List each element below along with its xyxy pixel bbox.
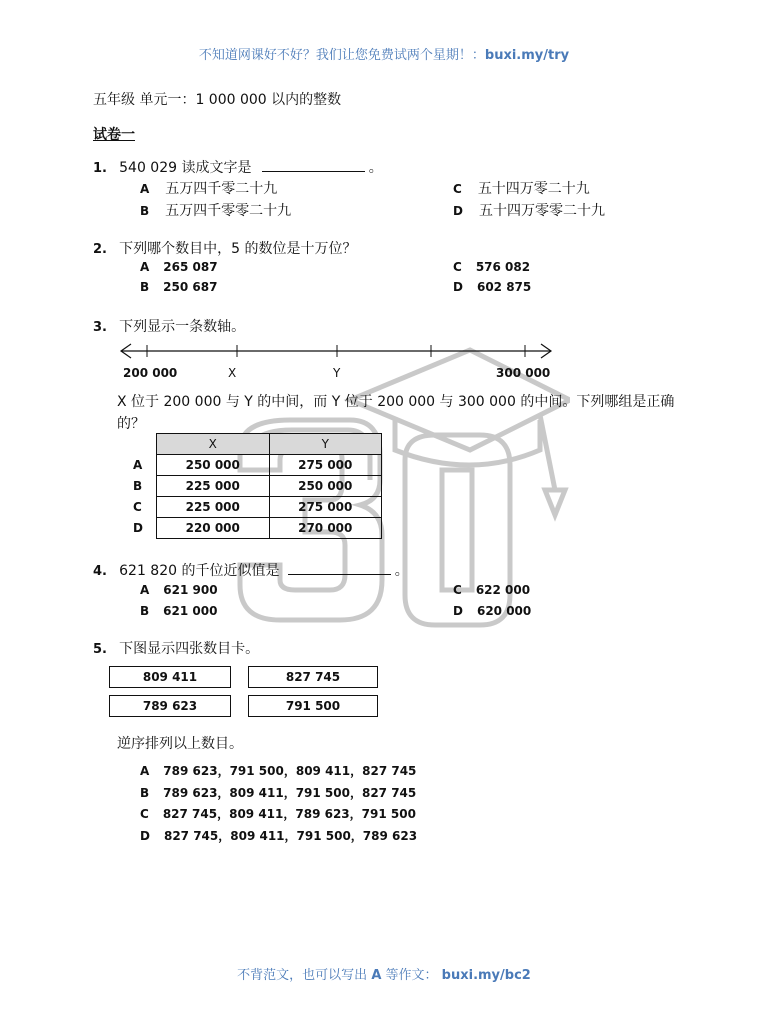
table-row [157, 497, 382, 518]
number-card: 827 745 [248, 666, 378, 688]
question-text: 下列哪个数目中，5 的数位是十万位？ [119, 241, 357, 257]
option-b [140, 604, 217, 619]
option-c [453, 178, 590, 198]
cell-y: 275 000 [269, 455, 382, 476]
option-letter: D [453, 604, 463, 618]
cell-x: 250 000 [157, 455, 270, 476]
option-letter: C [453, 583, 462, 597]
number-card: 789 623 [109, 695, 231, 717]
question-text: 下列显示一条数轴。 [119, 319, 246, 335]
cell-x: 220 000 [157, 518, 270, 539]
option-letter: A [140, 583, 150, 597]
option-letter: A [140, 182, 150, 196]
number-line [115, 340, 560, 362]
question-number: 2. [93, 242, 107, 257]
header-promo [0, 44, 768, 63]
option-text: 827 745，809 411，791 500，789 623 [163, 829, 418, 843]
option-b [140, 784, 416, 801]
question-end: 。 [368, 160, 383, 176]
answer-blank [288, 560, 391, 575]
question-number: 1. [93, 161, 107, 176]
axis-label-300000: 300 000 [496, 366, 551, 380]
axis-label-y: Y [333, 366, 341, 380]
option-text: 621 000 [163, 604, 218, 618]
page-title: 五年级 单元一：1 000 000 以内的整数 [93, 92, 342, 108]
option-text: 602 875 [476, 280, 532, 294]
option-letter: A [140, 764, 150, 778]
question-1 [93, 157, 383, 177]
option-letter: C [453, 260, 462, 274]
option-d [453, 200, 605, 220]
row-letter: B [133, 479, 143, 493]
header-promo-text: 不知道网课好不好？我们让您免费试两个星期！： [198, 48, 485, 63]
question-2 [93, 238, 356, 258]
paper-title: 试卷一 [93, 127, 135, 143]
answer-blank [262, 157, 365, 172]
option-text: 五十四万零二十九 [477, 181, 590, 197]
question-end: 。 [394, 563, 409, 579]
cell-y: 270 000 [269, 518, 382, 539]
axis-label-x: X [228, 366, 237, 380]
option-text: 576 082 [475, 260, 531, 274]
answer-letters [133, 455, 143, 539]
option-text: 五万四千零零二十九 [165, 203, 292, 219]
question-number: 3. [93, 320, 107, 335]
option-text: 265 087 [163, 260, 218, 274]
row-letter: A [133, 458, 143, 472]
header-promo-link[interactable]: buxi.my/try [484, 48, 570, 63]
header-y: Y [269, 434, 382, 455]
option-letter: B [140, 280, 150, 294]
option-letter: B [140, 604, 150, 618]
question-text: 540 029 读成文字是 [119, 160, 252, 176]
question-number: 5. [93, 642, 107, 657]
number-card: 791 500 [248, 695, 378, 717]
option-a [140, 178, 277, 198]
option-text: 五万四千零二十九 [165, 181, 278, 197]
option-a [140, 583, 218, 598]
cell-x: 225 000 [157, 497, 270, 518]
option-b [140, 200, 291, 220]
row-letter: C [133, 500, 142, 514]
table-row [157, 518, 382, 539]
cell-x: 225 000 [157, 476, 270, 497]
option-d [453, 280, 531, 295]
option-c [453, 260, 530, 275]
option-text: 622 000 [475, 583, 531, 597]
option-letter: B [140, 204, 150, 218]
question-3 [93, 316, 245, 336]
cell-y: 275 000 [269, 497, 382, 518]
option-text: 620 000 [476, 604, 532, 618]
footer-promo [0, 964, 768, 983]
number-card: 809 411 [109, 666, 231, 688]
option-c [140, 805, 416, 822]
question-text: 621 820 的千位近似值是 [119, 563, 280, 579]
option-letter: C [453, 182, 462, 196]
question-4 [93, 560, 409, 580]
footer-promo-link[interactable]: buxi.my/bc2 [441, 968, 531, 983]
question-instruction: 逆序排列以上数目。 [117, 736, 243, 752]
option-letter: D [140, 829, 150, 843]
footer-grade: A [371, 968, 382, 983]
answer-table [156, 433, 382, 539]
option-text: 789 623，809 411，791 500，827 745 [163, 786, 417, 800]
option-text: 789 623，791 500，809 411，827 745 [163, 764, 417, 778]
option-letter: D [453, 280, 463, 294]
option-text: 250 687 [163, 280, 218, 294]
option-letter: D [453, 204, 463, 218]
option-text: 827 745，809 411，789 623，791 500 [162, 807, 416, 821]
header-x: X [157, 434, 270, 455]
table-row [157, 455, 382, 476]
option-b [140, 280, 217, 295]
question-5 [93, 638, 259, 658]
axis-label-200000: 200 000 [123, 366, 178, 380]
question-description-cont: 的？ [117, 416, 145, 432]
row-letter: D [133, 521, 143, 535]
question-description: X 位于 200 000 与 Y 的中间，而 Y 位于 200 000 与 300 000 的中间。下列哪组是正确 [117, 394, 675, 410]
option-text: 621 900 [163, 583, 218, 597]
option-letter: C [140, 807, 149, 821]
option-letter: B [140, 786, 150, 800]
option-c [453, 583, 530, 598]
table-row [157, 476, 382, 497]
cell-y: 250 000 [269, 476, 382, 497]
table-header-row [157, 434, 382, 455]
question-number: 4. [93, 564, 107, 579]
option-a [140, 260, 218, 275]
option-d [453, 604, 531, 619]
footer-promo-text: 不背范文，也可以写出 [237, 968, 368, 983]
option-text: 五十四万零零二十九 [478, 203, 605, 219]
footer-promo-middle: 等作文： [385, 968, 438, 983]
option-letter: A [140, 260, 150, 274]
option-a [140, 762, 416, 779]
question-text: 下图显示四张数目卡。 [119, 641, 260, 657]
option-d [140, 827, 417, 844]
